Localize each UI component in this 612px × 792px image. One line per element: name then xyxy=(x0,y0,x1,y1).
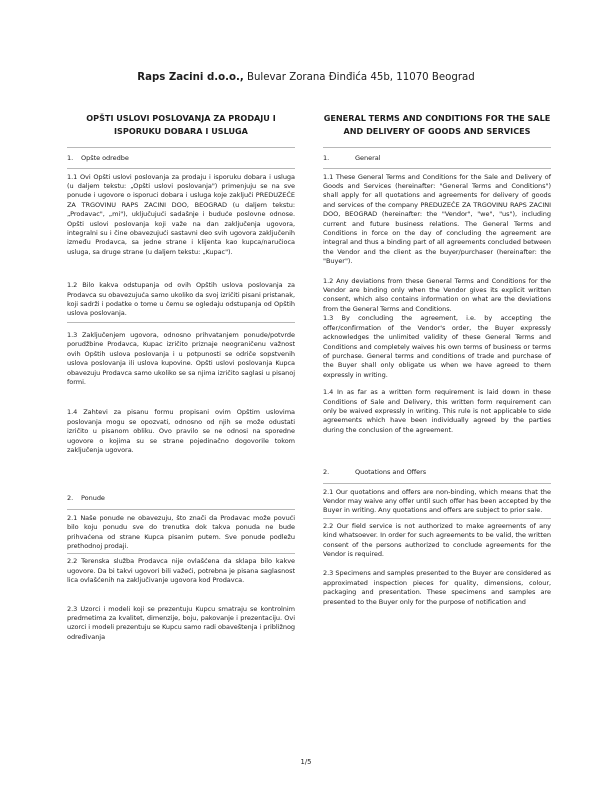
clause-1-3: 1.3 Zaključenjem ugovora, odnosno prihvatanjem ponude/potvrde porudžbine Prodavca, Kupac izričito priznaje neograničenu važnost ovih Opštih uslova poslovanja i u potpunosti se odriče sopstvenih uslova poslovanja ili uslova kupovine. Opšti uslovi poslovanja Kupca obavezuju Prodavca samo ukoliko se sa njima izričito saglasi u pisanoj formi. xyxy=(67,330,295,386)
clause-2-1: 2.1 Naše ponude ne obavezuju, što znači da Prodavac može povući bilo koju ponudu sve do trenutka dok takva ponuda ne bude prihvaćena od strane Kupca pisanim putem. Sve ponude podležu prethodnoj prodaji. xyxy=(67,513,295,550)
section-number: 2. xyxy=(67,494,74,503)
divider xyxy=(67,322,295,323)
clause-1-4: 1.4 Zahtevi za pisanu formu propisani ovim Opštim uslovima poslovanja mogu se opozvati, odnosno od njih se može odustati izričito u pisanom obliku. Ovo pravilo se ne odnosi na sporedne ugovore o kojima su se strane pojedinačno dogovorile tokom zaključenja ugovora. xyxy=(67,408,295,454)
english-column xyxy=(323,112,551,607)
section-number: 2. xyxy=(323,468,330,477)
clause-2-2: 2.2 Terenska služba Prodavca nije ovlašćena da sklapa bilo kakve ugovore. Da bi takvi ugovori bili važeći, potrebna je pisana saglasnost lica ovlašćenih na zaključivanje ugovora kod Prodavca. xyxy=(67,557,295,585)
divider xyxy=(323,168,551,169)
clause-2-3: 2.3 Uzorci i modeli koji se prezentuju Kupcu smatraju se kontrolnim predmetima za kvalitet, dimenzije, boju, pakovanje i prezentaciju. Ovi uzorci i modeli prezentuju se Kupcu samo radi obaveštenja i približnog određivanja xyxy=(67,604,295,641)
company-address: Bulevar Zorana Đinđića 45b, 11070 Beograd xyxy=(246,72,475,83)
english-title: GENERAL TERMS AND CONDITIONS FOR THE SALE AND DELIVERY OF GOODS AND SERVICES xyxy=(323,113,551,136)
clause-1-1: 1.1 These General Terms and Conditions for the Sale and Delivery of Goods and Services (hereinafter: "General Terms and Conditions") shall apply for all quotations and agreements for delivery of goods and services of the company PREDUZEĆE ZA TRGOVINU RAPS ZACINI DOO, BEOGRAD (hereinafter: the "Vendor", "we", "us"), including current and future business relations. The General Terms and Conditions in force on the day of concluding the agreement are integral and thus a binding part of all agreements concluded between the Vendor and the client as the buyer/purchaser (hereinafter: the "Buyer"). xyxy=(323,172,551,266)
clause-1-2: 1.2 Any deviations from these General Terms and Conditions for the Vendor are binding only when the Vendor gives its explicit written consent, which also contains information on what are the deviations from the General Terms and Conditions. xyxy=(323,276,551,313)
serbian-title: OPŠTI USLOVI POSLOVANJA ZA PRODAJU I ISPORUKU DOBARA I USLUGA xyxy=(86,113,276,136)
section-number: 1. xyxy=(67,154,74,163)
section-heading xyxy=(67,494,295,508)
clause-1-2: 1.2 Bilo kakva odstupanja od ovih Opštih uslova poslovanja za Prodavca su obavezujuća samo ukoliko da svoj izričiti pisani pristanak, koji sadrži i podatke o tome u čemu se ogledaju odstupanja od Opštih uslova poslovanja. xyxy=(67,281,295,318)
section-title: General xyxy=(355,154,381,163)
page-number: 1/5 xyxy=(300,758,312,766)
divider xyxy=(67,168,295,169)
clause-1-1: 1.1 Ovi Opšti uslovi poslovanja za prodaju i isporuku dobara i usluga (u daljem tekstu: „Opšti uslovi poslovanja") primenjuju se na sve ponude i ugovore o isporuci dobara i usluga koje zaključi PREDUZEĆE ZA TRGOVINU RAPS ZACINI DOO, BEOGRAD (u daljem tekstu: „Prodavac", „mi"), uključujući sadašnje i buduće poslovne odnose. Opšti uslovi poslovanja koji važe na dan zaključenja ugovora, integralni su i čine obavezujući sastavni deo svih ugovora zaključenih između Prodavca, sa jedne strane i klijenta kao kupca/naručioca usluga, sa druge strane (u daljem tekstu: „Kupac"). xyxy=(67,172,295,256)
divider xyxy=(67,509,295,510)
section-heading xyxy=(323,468,551,482)
divider xyxy=(67,553,295,554)
clause-1-3: 1.3 By concluding the agreement, i.e. by accepting the offer/confirmation of the Vendor's order, the Buyer expressly acknowledges the unlimited validity of these General Terms and Conditions and completely waives his own terms of business or terms of purchase. General terms and conditions of trade and purchase of the Buyer shall only obligate us when we have agreed to them expressly in writing. xyxy=(323,314,551,379)
company-name: Raps Zacini d.o.o., xyxy=(137,72,244,83)
clause-2-2: 2.2 Our field service is not authorized to make agreements of any kind whatsoever. In order for such agreements to be valid, the written consent of the persons authorized to conclude agreements for the Vendor is required. xyxy=(323,521,551,558)
clause-1-4: 1.4 In as far as a written form requirement is laid down in these Conditions of Sale and Delivery, this written form requirement can only be waived expressly in writing. This rule is not applicable to side agreements which have been individually agreed by the parties during the conclusion of the agreement. xyxy=(323,388,551,434)
divider xyxy=(323,518,551,519)
section-title: Opšte odredbe xyxy=(81,154,129,163)
letterhead xyxy=(0,72,612,83)
clause-2-3: 2.3 Specimens and samples presented to the Buyer are considered as approximated inspection pieces for quality, dimensions, colour, packaging and presentation. These specimens and samples are presented to the Buyer only for the purpose of notification and xyxy=(323,569,551,606)
section-title: Quotations and Offers xyxy=(355,468,427,477)
serbian-column xyxy=(67,112,295,642)
section-title: Ponude xyxy=(81,494,105,503)
section-number: 1. xyxy=(323,154,330,163)
section-heading xyxy=(67,148,295,167)
section-heading xyxy=(323,148,551,167)
divider xyxy=(323,483,551,484)
clause-2-1: 2.1 Our quotations and offers are non-binding, which means that the Vendor may waive any offer until such offer has been accepted by the Buyer in writing. Any quotations and offers are subject to prior sale. xyxy=(323,487,551,515)
